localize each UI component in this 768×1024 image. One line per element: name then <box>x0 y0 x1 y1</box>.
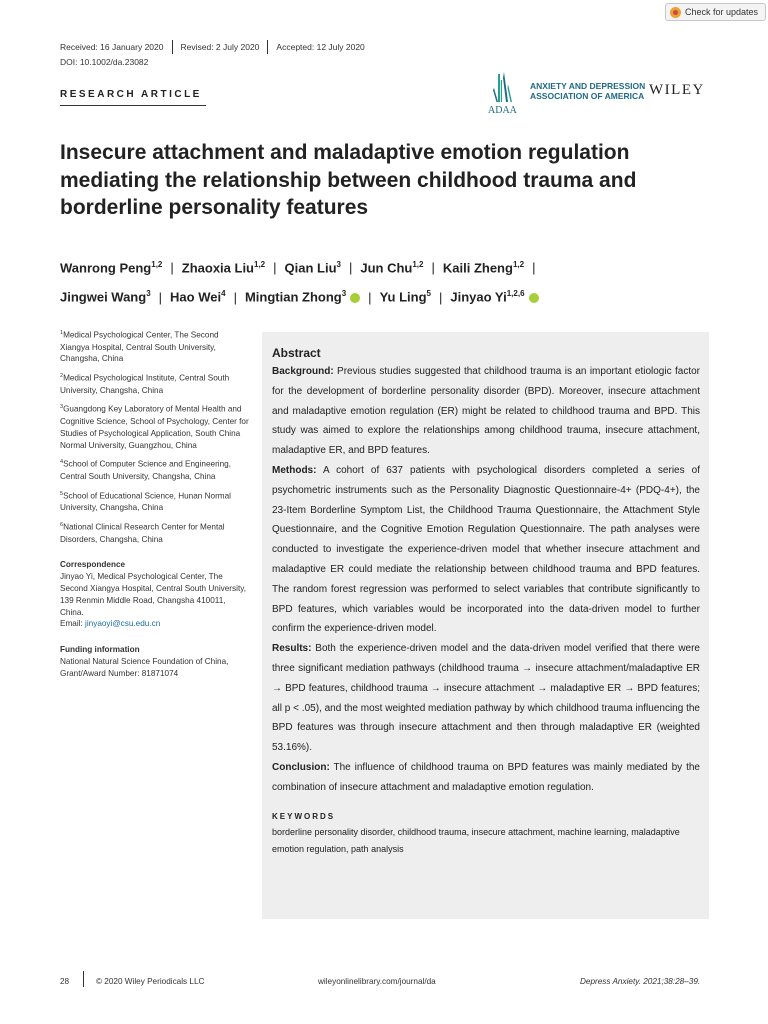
author-affiliation-ref: 3 <box>336 260 341 269</box>
author[interactable]: Hao Wei <box>170 289 222 305</box>
author-list <box>60 252 720 311</box>
check-for-updates-label: Check for updates <box>685 7 759 17</box>
affiliation-text: Medical Psychological Center, The Second Xiangya Hospital, Central South University, Changsha, China <box>60 330 219 364</box>
copyright: © 2020 Wiley Periodicals LLC <box>96 977 205 986</box>
results-text: Both the experience-driven model and the data-driven model verified that there were three significant mediation pathways (childhood trauma → insecure attachment/maladaptive ER → BPD features, childhood trauma → insecure attachment → maladaptive ER → BPD features; all p < .05), and the most weighted mediation pathway by which childhood trauma influencing the BPD features was through insecure attachment and then through maladaptive ER (weighted 53.16%). <box>272 643 700 754</box>
affiliation-text: Guangdong Key Laboratory of Mental Health and Cognitive Science, School of Psychology, Center for Studies of Psychological Application, South China Normal University, Guangzhou, China <box>60 405 249 450</box>
affiliation-text: National Clinical Research Center for Mental Disorders, Changsha, China <box>60 522 225 544</box>
correspondence-address: Jinyao Yi, Medical Psychological Center, The Second Xiangya Hospital, Central South University, 139 Renmin Middle Road, Changsha 410011, China. <box>60 572 246 617</box>
author[interactable]: Jinyao Yi <box>450 289 507 305</box>
affiliation-number: 2 <box>60 373 64 380</box>
conclusion-label: Conclusion: <box>272 761 330 773</box>
author[interactable]: Qian Liu <box>284 260 337 276</box>
affiliation-number: 3 <box>60 404 64 411</box>
author[interactable]: Jingwei Wang <box>60 289 147 305</box>
affiliation-number: 4 <box>60 459 64 466</box>
author[interactable]: Wanrong Peng <box>60 260 152 276</box>
author-affiliation-ref: 4 <box>221 289 226 299</box>
affiliation <box>60 328 250 365</box>
author-affiliation-ref: 3 <box>341 289 347 299</box>
abstract-results <box>272 639 700 758</box>
author[interactable]: Mingtian Zhong <box>244 289 342 305</box>
funding-heading: Funding information <box>60 645 140 655</box>
affiliation-text: School of Computer Science and Engineering, Central South University, Changsha, China <box>60 460 232 481</box>
author-affiliation-ref: 1,2 <box>512 260 525 269</box>
correspondence-text <box>60 571 250 630</box>
footer-divider <box>83 971 84 987</box>
abstract-background <box>272 362 700 461</box>
author-separator: | <box>348 260 353 276</box>
affiliation <box>60 371 250 396</box>
author[interactable]: Zhaoxia Liu <box>181 260 254 276</box>
article-type-rule <box>60 105 206 106</box>
methods-text: A cohort of 637 patients with psychological disorders completed a series of psychometric instruments such as the Personality Diagnostic Questionnaire-4+ (PDQ-4+), the 23-Item Borderline Symptom List, the Childhood Trauma Questionnaire, the Attachment Style Questionnaire, and the Cognitive Emotion Regulation Questionnaire. The path analyses were conducted to investigate the experience-driven model that whether insecure attachment and maladaptive ER could mediate the relationship between childhood trauma and BPD features. The random forest regression was performed to select variables that contribute significantly to BPD features, which variables would be incorporated into the data-driven model to further confirm the experience-driven model. <box>272 464 700 635</box>
background-label: Background: <box>272 366 334 377</box>
conclusion-text: The influence of childhood trauma on BPD features was mainly mediated by the combination of insecure attachment and maladaptive emotion regulation. <box>272 761 700 793</box>
date-separator <box>172 40 173 54</box>
wiley-logo: WILEY <box>649 82 705 98</box>
author-separator: | <box>368 289 372 305</box>
left-column <box>60 328 250 686</box>
affiliation <box>60 457 250 482</box>
affiliation <box>60 489 250 514</box>
author[interactable]: Jun Chu <box>360 260 413 276</box>
author-affiliation-ref: 5 <box>426 289 431 299</box>
author-affiliation-ref: 1,2 <box>412 260 424 269</box>
email-label: Email: <box>60 619 86 629</box>
author-separator: | <box>233 289 237 305</box>
abstract-box <box>262 332 709 919</box>
funding-text: National Natural Science Foundation of China, Grant/Award Number: 81871074 <box>60 656 229 678</box>
results-label: Results: <box>272 643 312 655</box>
affiliation-number: 6 <box>60 522 64 529</box>
abstract-heading: Abstract <box>272 346 321 360</box>
affiliation <box>60 520 250 545</box>
check-for-updates-button[interactable] <box>665 3 766 21</box>
svg-text:ADAA: ADAA <box>488 105 517 116</box>
author-affiliation-ref: 1,2,6 <box>506 289 525 299</box>
date-separator <box>267 40 268 54</box>
accepted-date: Accepted: 12 July 2020 <box>276 42 365 52</box>
author-separator: | <box>431 260 435 276</box>
author-affiliation-ref: 1,2 <box>151 260 163 269</box>
affiliation-list <box>60 328 250 545</box>
affiliation-text: Medical Psychological Institute, Central South University, Changsha, China <box>60 373 230 395</box>
page-number: 28 <box>60 977 70 986</box>
revised-date: Revised: 2 July 2020 <box>180 42 260 52</box>
author-separator: | <box>273 260 277 276</box>
doi[interactable]: DOI: 10.1002/da.23082 <box>60 57 149 67</box>
methods-label: Methods: <box>272 464 317 476</box>
affiliation-text: School of Educational Science, Hunan Normal University, Changsha, China <box>60 491 232 513</box>
author-affiliation-ref: 3 <box>146 289 151 299</box>
keywords-list: borderline personality disorder, childhood trauma, insecure attachment, machine learning, maladaptive emotion regulation, path analysis <box>272 826 680 854</box>
adaa-name-line2: ASSOCIATION OF AMERICA <box>530 91 645 101</box>
citation: Depress Anxiety. 2021;38:28–39. <box>580 977 701 986</box>
correspondence-email-link[interactable]: jinyaoyi@csu.edu.cn <box>85 619 161 629</box>
abstract-conclusion <box>272 758 700 798</box>
adaa-name <box>530 81 645 101</box>
orcid-icon[interactable] <box>529 293 539 303</box>
adaa-name-line1: ANXIETY AND DEPRESSION <box>530 81 646 91</box>
correspondence-heading: Correspondence <box>60 560 126 570</box>
keywords-heading: KEYWORDS <box>272 811 336 821</box>
author-affiliation-ref: 1,2 <box>254 260 266 269</box>
affiliation-number: 1 <box>60 330 64 336</box>
affiliation-number: 5 <box>60 490 64 497</box>
crossmark-icon <box>670 7 681 18</box>
received-date: Received: 16 January 2020 <box>60 42 164 52</box>
article-dates <box>60 40 365 54</box>
affiliation <box>60 402 250 451</box>
journal-url-link[interactable]: wileyonlinelibrary.com/journal/da <box>318 977 436 986</box>
author-separator: | <box>438 289 443 305</box>
adaa-logo <box>486 70 526 116</box>
abstract-methods <box>272 461 700 639</box>
background-text: Previous studies suggested that childhood trauma is an important etiologic factor for the development of borderline personality disorder (BPD). Moreover, insecure attachment and maladaptive emotion regulation (ER) might be related to childhood trauma and BPD. This study was aimed to explore the relationships among childhood trauma, insecure attachment, maladaptive ER, and BPD features. <box>272 366 700 457</box>
article-type: RESEARCH ARTICLE <box>60 89 202 100</box>
author[interactable]: Kaili Zheng <box>442 260 513 276</box>
author-separator: | <box>170 260 174 276</box>
abstract-content <box>272 344 700 858</box>
author[interactable]: Yu Ling <box>379 289 427 305</box>
orcid-icon[interactable] <box>350 293 360 303</box>
author-separator: | <box>158 289 163 305</box>
article-title: Insecure attachment and maladaptive emotion regulation mediating the relationship between childhood trauma and borderline personality features <box>60 141 637 219</box>
author-separator: | <box>532 260 536 276</box>
